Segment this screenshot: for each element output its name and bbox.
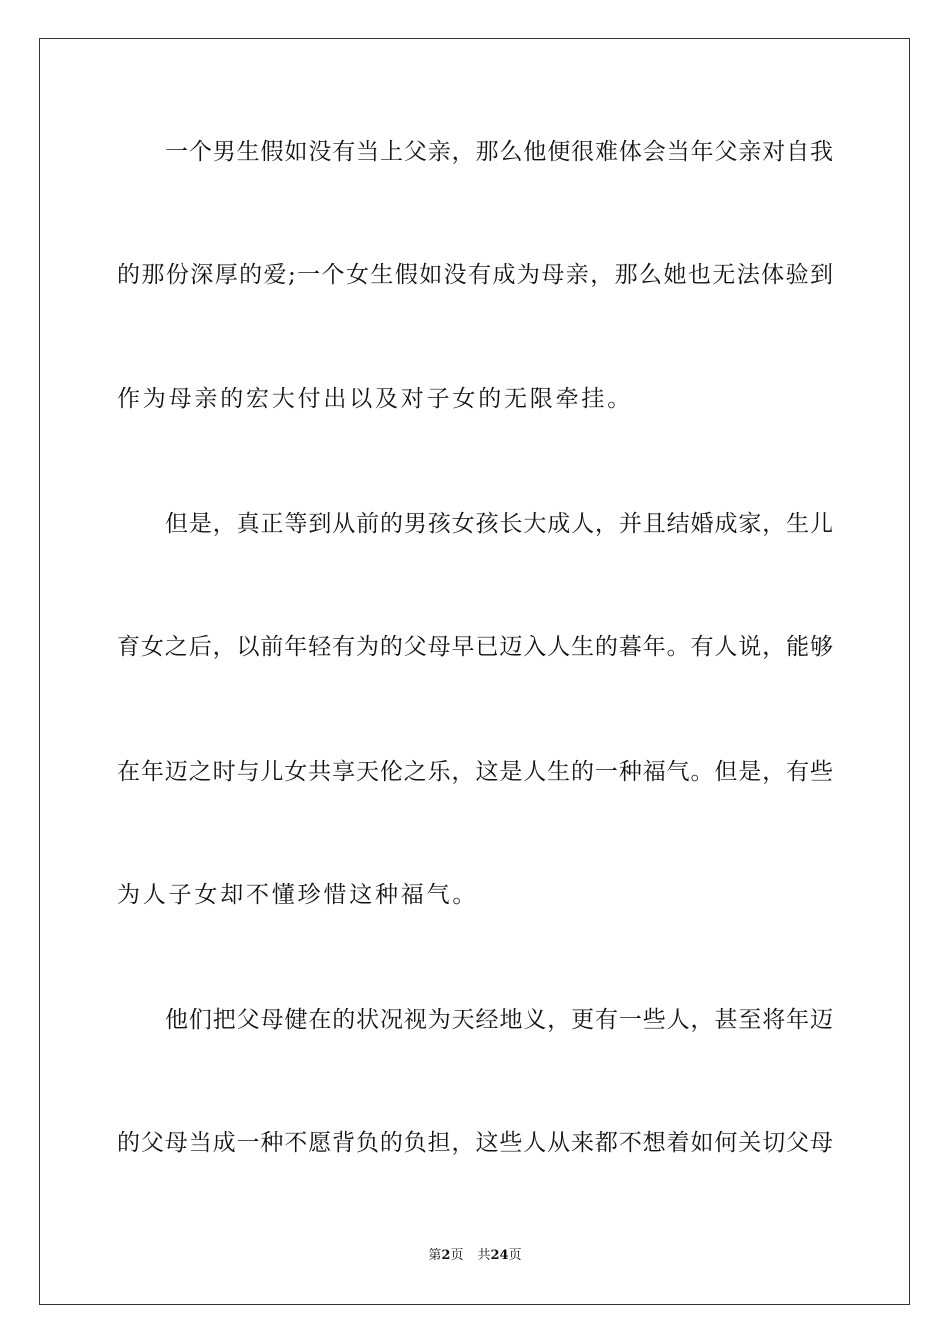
page-prefix: 第: [428, 1248, 442, 1263]
paragraph-3-line-1: 他们把父母健在的状况视为天经地义，更有一些人，甚至将年迈: [165, 1007, 833, 1033]
paragraph-2-line-3: 在年迈之时与儿女共享天伦之乐，这是人生的一种福气。但是，有些: [117, 759, 833, 785]
paragraph-2-line-2: 育女之后，以前年轻有为的父母早已迈入人生的暮年。有人说，能够: [117, 634, 833, 660]
total-suffix: 页: [508, 1248, 522, 1263]
page-suffix: 页: [450, 1248, 464, 1263]
page-frame: [39, 38, 910, 1305]
paragraph-2-line-1: 但是，真正等到从前的男孩女孩长大成人，并且结婚成家，生儿: [165, 511, 833, 537]
page-footer: [0, 1247, 950, 1265]
paragraph-1-line-2: 的那份深厚的爱;一个女生假如没有成为母亲，那么她也无法体验到: [117, 262, 833, 288]
paragraph-1-line-1: 一个男生假如没有当上父亲，那么他便很难体会当年父亲对自我: [165, 139, 833, 165]
paragraph-1-line-3: 作为母亲的宏大付出以及对子女的无限牵挂。: [117, 386, 633, 412]
page-number: 2: [441, 1248, 451, 1263]
paragraph-2-line-4: 为人子女却不懂珍惜这种福气。: [117, 882, 479, 908]
total-prefix: 共: [477, 1248, 491, 1263]
total-pages: 24: [490, 1248, 509, 1263]
paragraph-3-line-2: 的父母当成一种不愿背负的负担，这些人从来都不想着如何关切父母: [117, 1130, 833, 1156]
